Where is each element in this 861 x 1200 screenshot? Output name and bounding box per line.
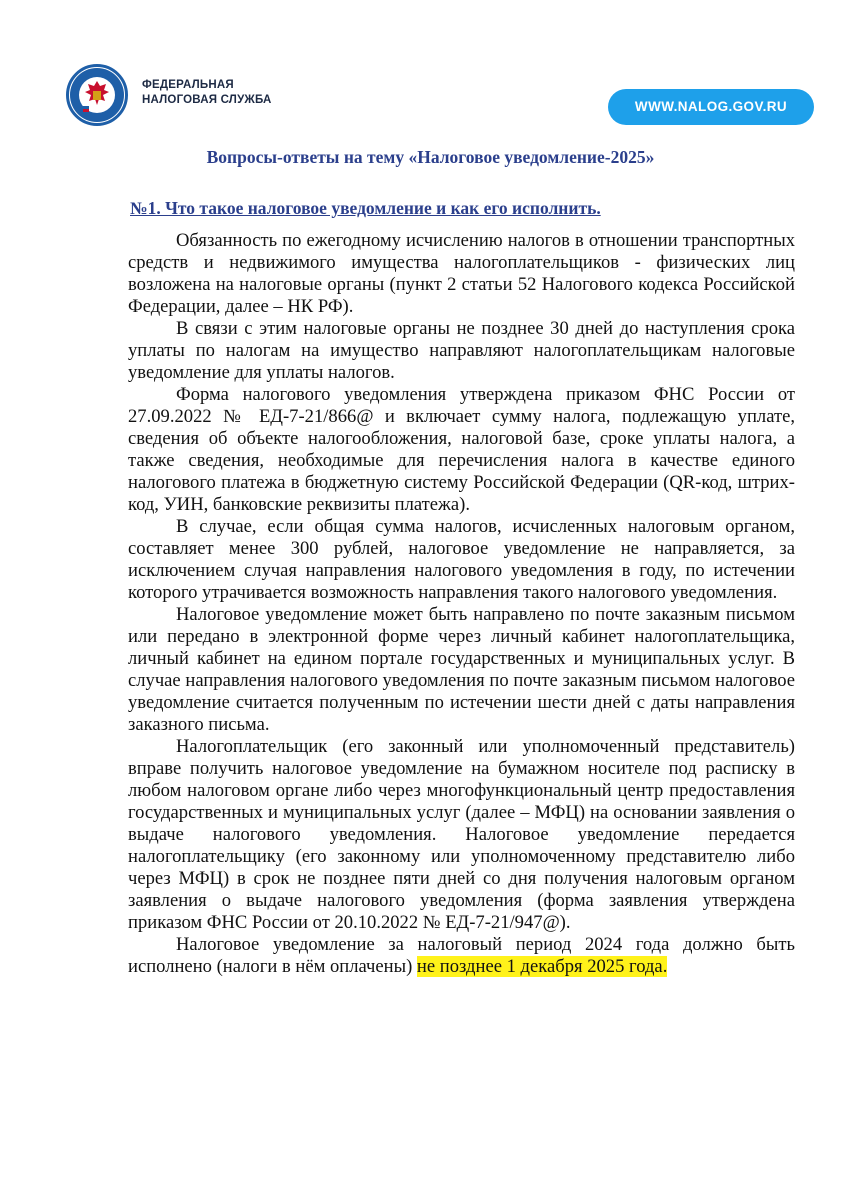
paragraph: Форма налогового уведомления утверждена приказом ФНС России от 27.09.2022 № ЕД-7-21/866@ и включает сумму налога, подлежащую уплате, сведения об объекте налогообложения, налоговой базе, сроке уплаты налога, а также сведения, необходимые для перечисления налога в качестве единого налогового платежа в бюджетную систему Российской Федерации (QR-код, штрих-код, УИН, банковские реквизиты платежа). (128, 384, 795, 515)
paragraph: Обязанность по ежегодному исчислению налогов в отношении транспортных средств и недвижимого имущества налогоплательщиков - физических лиц возложена на налоговые органы (пункт 2 статьи 52 Налогового кодекса Российской Федерации, далее – НК РФ). (128, 230, 795, 317)
document-body (128, 230, 795, 978)
paragraph: Налогоплательщик (его законный или уполномоченный представитель) вправе получить налоговое уведомление на бумажном носителе под расписку в любом налоговом органе либо через многофункциональный центр предоставления государственных и муниципальных услуг (далее – МФЦ) на основании заявления о выдаче налогового уведомления. Налоговое уведомление передается налогоплательщику (его законному или уполномоченному представителю либо через МФЦ) в срок не позднее пяти дней со дня получения налоговым органом заявления о выдаче налогового уведомления (форма заявления утверждена приказом ФНС России от 20.10.2022 № ЕД-7-21/947@). (128, 736, 795, 933)
paragraph: В случае, если общая сумма налогов, исчисленных налоговым органом, составляет менее 300 рублей, налоговое уведомление не направляется, за исключением случая направления налогового уведомления в году, по истечении которого утрачивается возможность направления такого налогового уведомления. (128, 516, 795, 603)
paragraph: Налоговое уведомление может быть направлено по почте заказным письмом или передано в электронной форме через личный кабинет налогоплательщика, личный кабинет на едином портале государственных и муниципальных услуг. В случае направления налогового уведомления по почте заказным письмом налоговое уведомление считается полученным по истечении шести дней с даты направления заказного письма. (128, 604, 795, 735)
document-header (0, 0, 861, 140)
final-paragraph (128, 934, 795, 978)
question-heading: №1. Что такое налоговое уведомление и как его исполнить. (130, 198, 601, 218)
final-paragraph-text: Налоговое уведомление за налоговый период 2024 года должно быть исполнено (налоги в нём оплачены) (128, 934, 795, 977)
org-name-line1: ФЕДЕРАЛЬНАЯ (142, 79, 234, 91)
organization-name (142, 78, 342, 108)
website-link[interactable]: WWW.NALOG.GOV.RU (608, 89, 814, 125)
document-title: Вопросы-ответы на тему «Налоговое уведомление-2025» (206, 147, 655, 167)
deadline-highlight: не позднее 1 декабря 2025 года. (416, 956, 668, 977)
fns-emblem-logo (66, 64, 128, 126)
org-name-line2: НАЛОГОВАЯ СЛУЖБА (142, 94, 272, 106)
eagle-icon (69, 67, 125, 123)
paragraph: В связи с этим налоговые органы не позднее 30 дней до наступления срока уплаты по налогам на имущество направляют налогоплательщикам налоговые уведомление для уплаты налогов. (128, 318, 795, 383)
